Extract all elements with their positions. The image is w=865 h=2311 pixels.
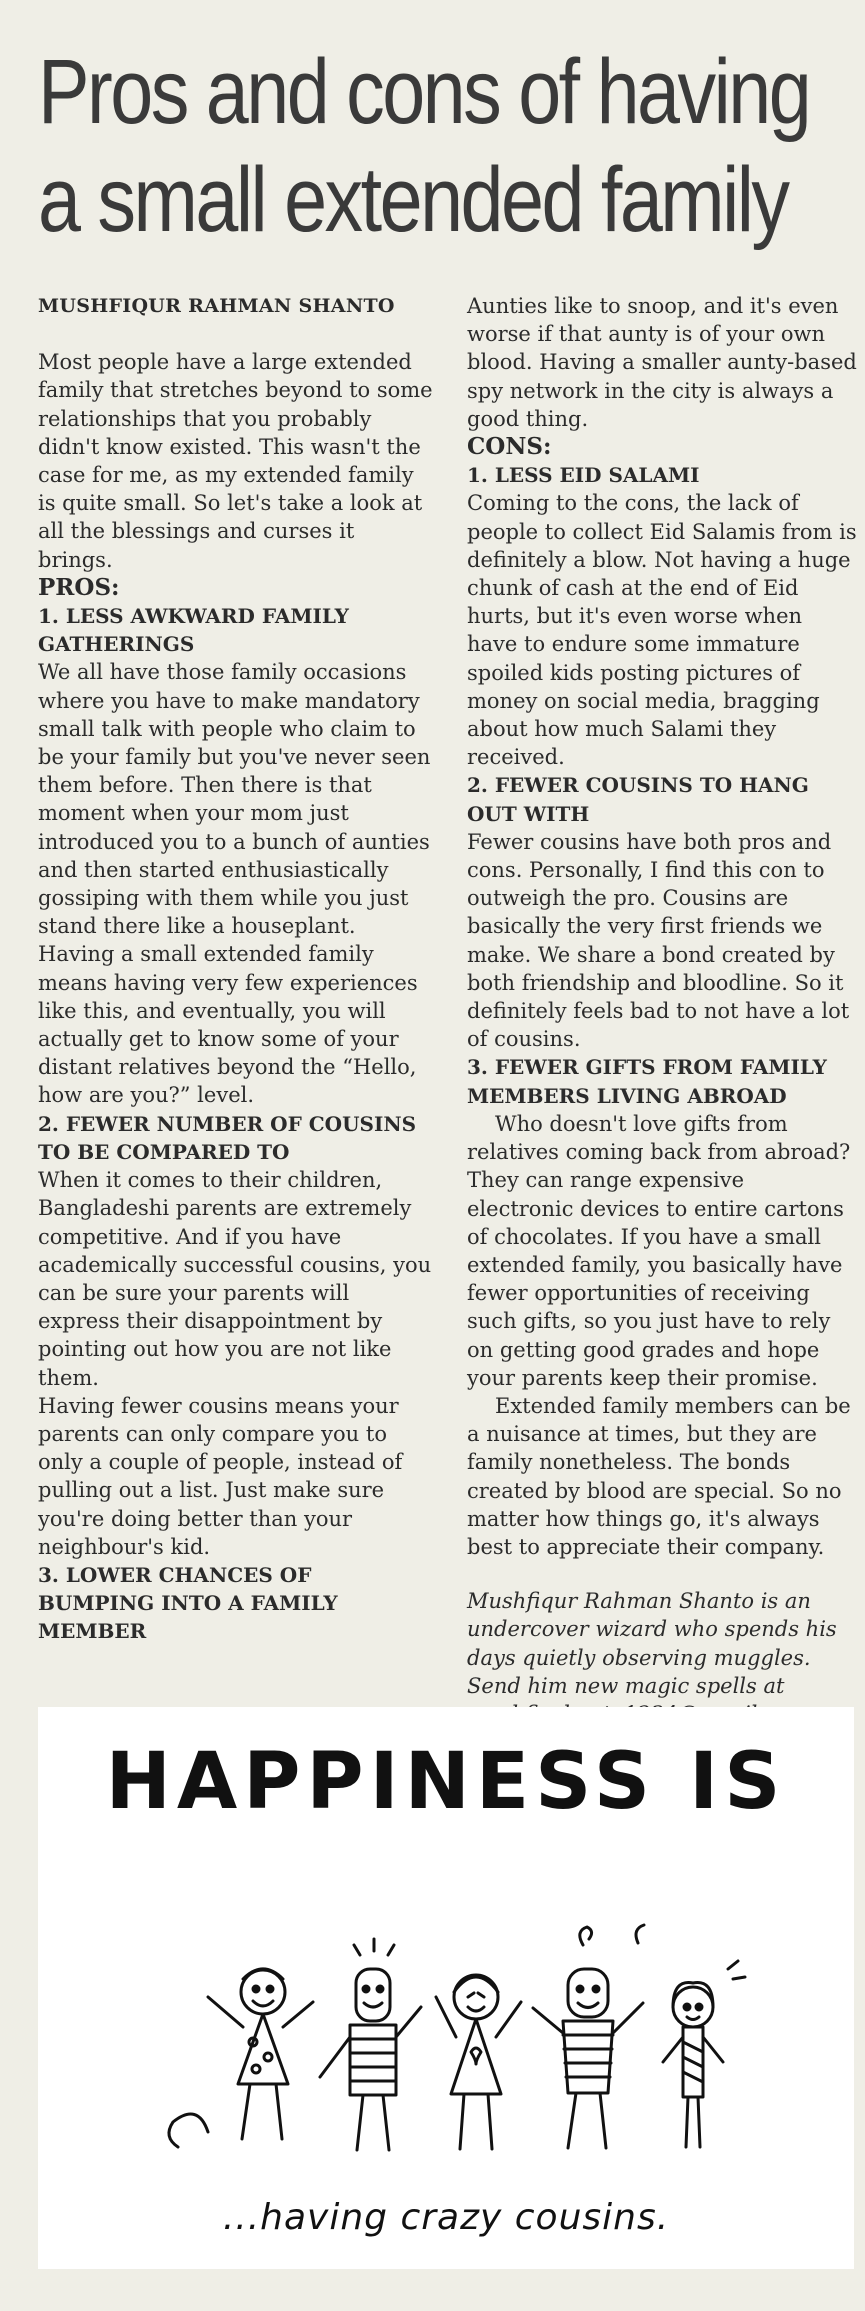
con-3-title: 3. FEWER GIFTS FROM FAMILY MEMBERS LIVING ABROAD	[467, 1055, 827, 1108]
headline-line-2: a small extended family	[38, 149, 788, 251]
cartoon-title: HAPPINESS IS	[105, 1737, 787, 1827]
pro-2-text-a: When it comes to their children, Bangladeshi parents are extremely competitive. And if you have academically successful cousins, you can be sure your parents will express their disappointment by pointing out how you are not like them.	[38, 1168, 432, 1390]
cousin-figure-1	[169, 1969, 313, 2147]
pros-heading: PROS:	[38, 573, 120, 601]
pro-1-text-b: Having a small extended family means having very few experiences like this, and eventually, you will actually get to know some of your distant relatives beyond the “Hello, how are you?” level.	[38, 942, 418, 1108]
cousin-figure-2	[320, 1939, 421, 2150]
cartoon-caption: ...having crazy cousins.	[222, 2197, 670, 2238]
con-3-text: Who doesn't love gifts from relatives coming back from abroad? They can range expensive electronic devices to entire cartons of chocolates. If you have a small extended family, you basically have fewer opportunities of receiving such gifts, so you just have to rely on getting good grades and hope your parents keep their promise.	[467, 1111, 851, 1390]
cons-heading: CONS:	[467, 433, 552, 461]
headline-line-1: Pros and cons of having	[38, 41, 810, 143]
intro-paragraph: Most people have a large extended family that stretches beyond to some relationships that you probably didn't know existed. This wasn't the case for me, as my extended family is quite small. So let's take a look at all the blessings and curses it brings.	[38, 350, 433, 572]
cousin-figure-5	[663, 1961, 745, 2147]
con-2-title: 2. FEWER COUSINS TO HANG OUT WITH	[467, 773, 809, 826]
pro-2-text-b: Having fewer cousins means your parents can only compare you to only a couple of people, instead of pulling out a list. Just make sure you're doing better than your neighbour's kid.	[38, 1393, 403, 1559]
cartoon-illustration	[38, 1707, 854, 2269]
pro-3-text: Aunties like to snoop, and it's even worse if that aunty is of your own blood. Having a smaller aunty-based spy network in the city is always a good thing.	[467, 294, 857, 431]
cousin-figure-4	[533, 1925, 644, 2148]
author-bio: Mushfiqur Rahman Shanto is an undercover wizard who spends his days quietly observing muggles. Send him new magic spells at	[467, 1589, 837, 1698]
right-column	[467, 292, 857, 1728]
closing-paragraph: Extended family members can be a nuisance at times, but they are family nonetheless. The bonds created by blood are special. So no matter how things go, it's always best to appreciate their company.	[467, 1393, 851, 1559]
pro-3-title: 3. LOWER CHANCES OF BUMPING INTO A FAMILY MEMBER	[38, 1562, 338, 1644]
byline: MUSHFIQUR RAHMAN SHANTO	[38, 295, 395, 317]
con-1-text: Coming to the cons, the lack of people to collect Eid Salamis from is definitely a blow. Not having a huge chunk of cash at the end of Eid hurts, but it's even worse when have to endure some immature spoiled kids posting pictures of money on social media, bragging about how much Salami they received.	[467, 491, 857, 770]
pro-1-title: 1. LESS AWKWARD FAMILY GATHERINGS	[38, 604, 349, 657]
con-2-text: Fewer cousins have both pros and cons. Personally, I find this con to outweigh the pro. Cousins are basically the very first friends we make. We share a bond created by both friendship and bloodline. So it definitely feels bad to not have a lot of cousins.	[467, 829, 850, 1052]
pro-1-text-a: We all have those family occasions where you have to make mandatory small talk with people who claim to be your family but you've never seen them before. Then there is that moment when your mom just introduced you to a bunch of aunties and then started enthusiastically gossiping with them while you just stand there like a houseplant.	[38, 660, 431, 939]
headline	[38, 38, 861, 254]
con-1-title: 1. LESS EID SALAMI	[467, 463, 700, 488]
pro-2-title: 2. FEWER NUMBER OF COUSINS TO BE COMPARED TO	[38, 1111, 417, 1164]
cousin-figure-3	[436, 1975, 521, 2149]
left-column	[38, 292, 434, 1646]
